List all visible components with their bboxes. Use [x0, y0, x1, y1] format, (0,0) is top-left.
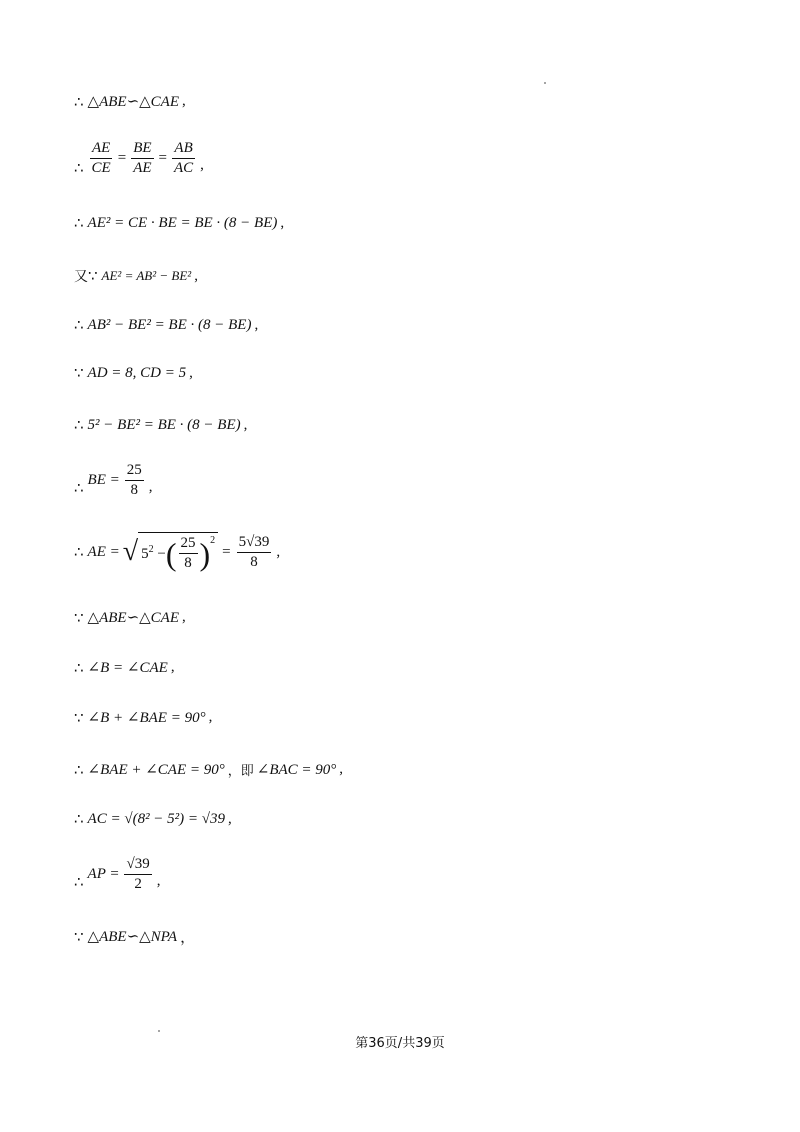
line-9: ∴ AE = √ $5^2$ − ( $\frac{25}{8}$ ) $^2$ = $\frac{5√39}{8}$ , — [74, 533, 281, 572]
line-7: ∴ 5² − BE² = BE · (8 − BE) , — [74, 416, 248, 434]
ae-radical-expr: √ $5^2$ − ( $\frac{25}{8}$ ) $^2$ = $\frac{5√39}{8}$ — [122, 533, 270, 572]
because-symbol: ∵ — [74, 927, 84, 946]
ae-lhs: AE = — [87, 543, 120, 560]
right-angle-expr: ∠BAC = 90° — [256, 762, 337, 778]
line-8: ∴ BE = $\frac{25}{8}$ , — [74, 462, 153, 498]
similar-triangles-expr: △ABE∽△CAE — [87, 610, 180, 626]
be-fraction: $\frac{25}{8}$ — [126, 462, 142, 498]
angle-sum-expr: ∠B + ∠BAE = 90° — [87, 710, 206, 726]
line-14: ∴ AC = √(8² − 5²) = √39 , — [74, 810, 232, 828]
therefore-symbol: ∴ — [74, 543, 84, 561]
therefore-symbol: ∴ — [74, 92, 84, 111]
scan-speck — [544, 82, 546, 84]
ratio-expr: $\frac{AE}{CE}$ = $\frac{BE}{AE}$ = $\frac{AB}{AC}$ — [91, 140, 194, 176]
therefore-symbol: ∴ — [74, 760, 84, 779]
similar-triangles-expr: △ABE∽△CAE — [87, 94, 180, 110]
angle-sum-expr: ∠BAE + ∠CAE = 90° — [87, 762, 225, 778]
therefore-symbol: ∴ — [74, 416, 84, 434]
line-11: ∴ ∠B = ∠CAE , — [74, 658, 175, 677]
pythagoras-expr: AE² = AB² − BE² — [101, 268, 192, 283]
ap-lhs: AP = — [87, 866, 120, 882]
line-15: ∴ AP = $\frac{√39}{2}$ , — [74, 856, 161, 892]
scan-speck — [158, 1030, 160, 1032]
ac-length-expr: AC = √(8² − 5²) = √39 — [87, 810, 226, 827]
therefore-symbol: ∴ — [74, 316, 84, 334]
line-2: ∴ $\frac{AE}{CE}$ = $\frac{BE}{AE}$ = $\frac{AB}{AC}$ , — [74, 140, 204, 177]
line-6: ∵ AD = 8, CD = 5 , — [74, 364, 193, 382]
because-symbol: ∵ — [74, 608, 84, 627]
line-4: 又 ∵ AE² = AB² − BE² , — [74, 267, 198, 285]
line-3: ∴ AE² = CE · BE = BE · (8 − BE) , — [74, 214, 285, 232]
line-10: ∵ △ABE∽△CAE , — [74, 608, 186, 627]
angle-equal-expr: ∠B = ∠CAE — [87, 660, 168, 676]
equation-expr: AB² − BE² = BE · (8 − BE) — [87, 316, 252, 333]
because-symbol: ∵ — [74, 708, 84, 727]
namely-word: ，即 — [227, 764, 254, 779]
therefore-symbol: ∴ — [74, 214, 84, 232]
page-footer: 第36页/共39页 — [355, 1036, 445, 1051]
ae-squared-expr: AE² = CE · BE = BE · (8 − BE) — [87, 214, 278, 231]
ap-fraction: $\frac{√39}{2}$ — [126, 856, 150, 892]
line-12: ∵ ∠B + ∠BAE = 90° , — [74, 708, 213, 727]
also-word: 又 — [74, 269, 88, 285]
similar-triangles-expr: △ABE∽△NPA — [87, 929, 178, 945]
be-lhs: BE = — [87, 472, 120, 488]
because-symbol: ∵ — [88, 267, 98, 285]
line-5: ∴ AB² − BE² = BE · (8 − BE) , — [74, 316, 259, 334]
because-symbol: ∵ — [74, 364, 84, 382]
given-lengths-expr: AD = 8, CD = 5 — [87, 364, 187, 381]
therefore-symbol: ∴ — [74, 658, 84, 677]
therefore-symbol: ∴ — [74, 158, 84, 177]
therefore-symbol: ∴ — [74, 478, 84, 497]
substituted-expr: 5² − BE² = BE · (8 − BE) — [87, 416, 241, 433]
line-16: ∵ △ABE∽△NPA ， — [74, 927, 196, 946]
line-13: ∴ ∠BAE + ∠CAE = 90° ，即 ∠BAC = 90° , — [74, 760, 344, 779]
line-1: ∴ △ABE∽△CAE , — [74, 92, 186, 111]
therefore-symbol: ∴ — [74, 810, 84, 828]
therefore-symbol: ∴ — [74, 872, 84, 891]
